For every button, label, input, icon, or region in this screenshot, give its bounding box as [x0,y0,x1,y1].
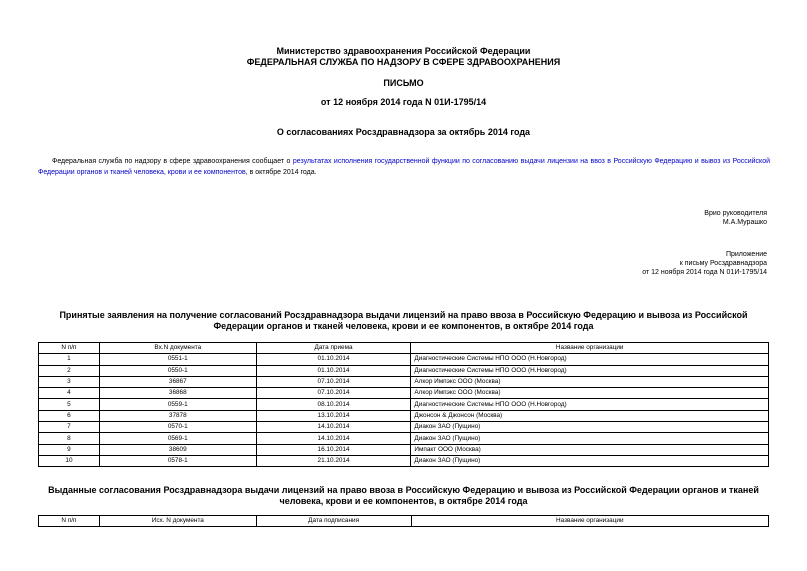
cell-organization: Джонсон & Джонсон (Москва) [411,410,769,421]
cell-organization: Диакон ЗАО (Пущино) [411,455,769,466]
appendix-line1: Приложение [725,251,767,258]
cell-number: 8 [39,433,100,444]
appendix-line3: от 12 ноября 2014 года N 01И-1795/14 [642,269,767,276]
cell-date: 13.10.2014 [256,410,411,421]
cell-date: 07.10.2014 [256,388,411,399]
cell-doc-number: 0570-1 [99,422,256,433]
cell-doc-number: 37878 [99,410,256,421]
doc-date: от 12 ноября 2014 года N 01И-1795/14 [320,97,487,107]
cell-organization: Алкор Импэкс ООО (Москва) [411,376,769,387]
table-row [39,444,769,455]
table1-title: Принятые заявления на получение согласований Росздравнадзора выдачи лицензий на право ввоза в Российскую Федерацию и вывоза из Российской Федерации органов и тканей человека, крови и ее компонентов, в октябре 2014 года [59,310,748,331]
cell-number: 9 [39,444,100,455]
table2-title: Выданные согласования Росздравнадзора выдачи лицензий на право ввоза в Российскую Федерацию и вывоза из Российской Федерации органов и тканей человека, крови и ее компонентов, в октябре 2014 года [48,485,759,506]
cell-organization: Диагностические Системы НПО ООО (Н.Новгород) [411,354,769,365]
table-header-row [39,343,769,354]
cell-doc-number: 0551-1 [99,354,256,365]
cell-organization: Импакт ООО (Москва) [411,444,769,455]
cell-doc-number: 38609 [99,444,256,455]
cell-number: 2 [39,365,100,376]
signature-name: М.А.Мурашко [722,219,767,226]
cell-doc-number: 0578-1 [99,455,256,466]
table-row [39,399,769,410]
cell-doc-number: 0550-1 [99,365,256,376]
table-row [39,376,769,387]
table-row [39,354,769,365]
table-row [39,422,769,433]
appendix-block [642,250,767,277]
col-number: N п/п [39,343,100,354]
cell-organization: Диагностические Системы НПО ООО (Н.Новгород) [411,365,769,376]
cell-organization: Диакон ЗАО (Пущино) [411,433,769,444]
cell-number: 1 [39,354,100,365]
signature-block [704,209,767,227]
cell-organization: Диагностические Системы НПО ООО (Н.Новгород) [411,399,769,410]
cell-date: 14.10.2014 [256,422,411,433]
intro-tail: , в октябре 2014 года. [245,169,317,176]
cell-date: 21.10.2014 [256,455,411,466]
doc-type: ПИСЬМО [383,78,424,88]
table-row [39,455,769,466]
cell-number: 4 [39,388,100,399]
table-header-row [39,516,769,527]
cell-date: 01.10.2014 [256,354,411,365]
cell-doc-number: 0559-1 [99,399,256,410]
issued-approvals-table [38,515,769,527]
cell-date: 08.10.2014 [256,399,411,410]
col-number: N п/п [39,516,100,527]
col-organization: Название организации [411,516,768,527]
cell-doc-number: 36868 [99,388,256,399]
cell-doc-number: 0569-1 [99,433,256,444]
table-row [39,388,769,399]
appendix-line2: к письму Росздравнадзора [679,260,767,267]
cell-number: 7 [39,422,100,433]
col-date: Дата приема [256,343,411,354]
table-row [39,365,769,376]
table-row [39,410,769,421]
cell-number: 5 [39,399,100,410]
cell-doc-number: 36867 [99,376,256,387]
table-row [39,433,769,444]
col-doc-number: Исх. N документа [99,516,256,527]
intro-link[interactable]: результатах исполнения государственной функции по согласованию выдачи лицензии на ввоз в Российскую Федерацию и вывоз из Российской Федерации органов и тканей человека, крови и ее компонентов [38,158,771,176]
doc-subject: О согласованиях Росздравнадзора за октябрь 2014 года [276,127,531,137]
cell-date: 07.10.2014 [256,376,411,387]
cell-number: 3 [39,376,100,387]
ministry-name: Министерство здравоохранения Российской Федерации [276,46,531,56]
cell-date: 14.10.2014 [256,433,411,444]
cell-organization: Диакон ЗАО (Пущино) [411,422,769,433]
col-date: Дата подписания [256,516,411,527]
service-name: ФЕДЕРАЛЬНАЯ СЛУЖБА ПО НАДЗОРУ В СФЕРЕ ЗДРАВООХРАНЕНИЯ [246,57,561,67]
cell-date: 16.10.2014 [256,444,411,455]
intro-text: Федеральная служба по надзору в сфере здравоохранения сообщает о [52,158,293,165]
cell-number: 10 [39,455,100,466]
accepted-applications-table [38,342,769,467]
cell-date: 01.10.2014 [256,365,411,376]
cell-organization: Алкор Импэкс ООО (Москва) [411,388,769,399]
signature-position: Врио руководителя [704,210,767,217]
col-doc-number: Вх.N документа [99,343,256,354]
intro-paragraph [38,156,770,178]
col-organization: Название организации [411,343,769,354]
cell-number: 6 [39,410,100,421]
